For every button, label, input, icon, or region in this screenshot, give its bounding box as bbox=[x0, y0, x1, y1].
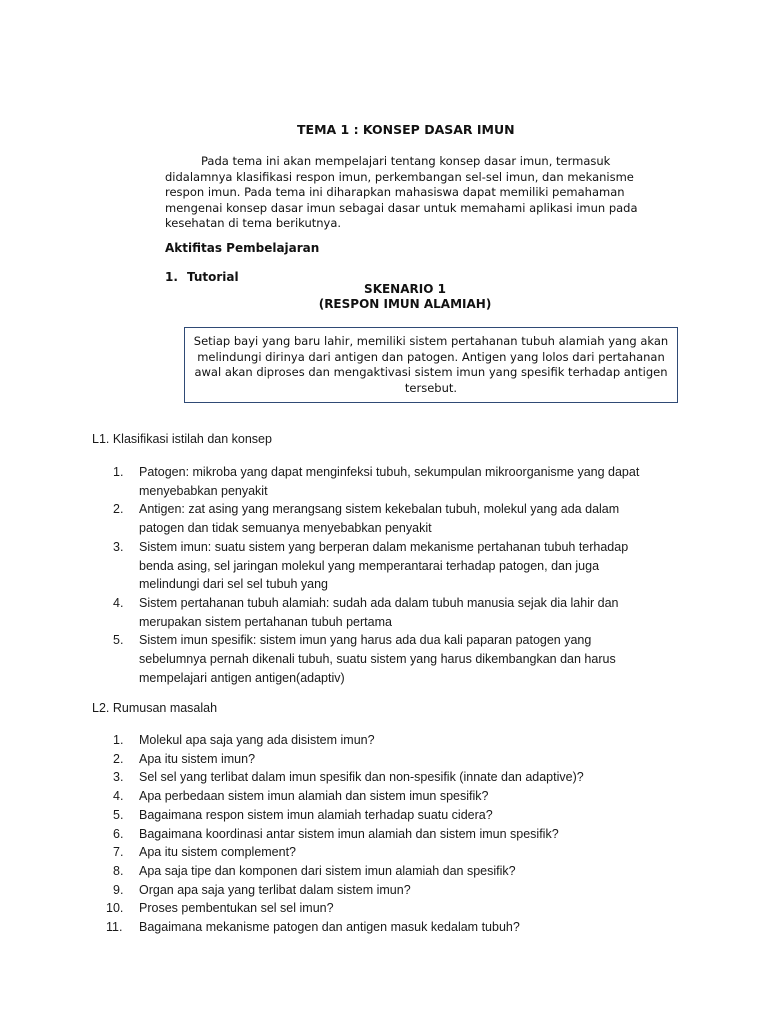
list-item: 4. Apa perbedaan sistem imun alamiah dan sistem imun spesifik? bbox=[113, 789, 489, 804]
list-item: 9. Organ apa saja yang terlibat dalam sistem imun? bbox=[113, 882, 411, 897]
list-item: 1. Patogen: mikroba yang dapat menginfeksi tubuh, sekumpulan mikroorganisme yang dapat menyebabkan penyakit bbox=[113, 465, 640, 498]
theme-intro-paragraph bbox=[165, 154, 643, 232]
intro-line: respon imun. Pada tema ini diharapkan mahasiswa dapat memiliki pemahaman bbox=[165, 185, 625, 200]
list-item: 7. Apa itu sistem complement? bbox=[113, 845, 297, 860]
scenario-subtitle: (RESPON IMUN ALAMIAH) bbox=[318, 297, 492, 311]
list-item: 2. Apa itu sistem imun? bbox=[113, 751, 256, 766]
intro-line: didalamnya klasifikasi respon imun, perkembangan sel-sel imun, dan mekanisme bbox=[165, 169, 634, 184]
theme-title: TEMA 1 : KONSEP DASAR IMUN bbox=[297, 122, 515, 137]
l2-heading: L2. Rumusan masalah bbox=[92, 701, 218, 715]
scenario-box bbox=[184, 327, 678, 403]
l1-list bbox=[92, 463, 672, 687]
activities-heading: Aktifitas Pembelajaran bbox=[165, 241, 320, 255]
list-item: 10. Proses pembentukan sel sel imun? bbox=[106, 901, 334, 916]
list-item: 1. Molekul apa saja yang ada disistem imun? bbox=[113, 733, 375, 747]
list-item: 2. Antigen: zat asing yang merangsang sistem kekebalan tubuh, molekul yang ada dalam patogen dan tidak semuanya menyebabkan penyakit bbox=[113, 502, 620, 536]
list-item: 11. Bagaimana mekanisme patogen dan antigen masuk kedalam tubuh? bbox=[106, 920, 520, 935]
list-item: 8. Apa saja tipe dan komponen dari sistem imun alamiah dan spesifik? bbox=[113, 863, 516, 878]
intro-line: Pada tema ini akan mempelajari tentang konsep dasar imun, termasuk bbox=[201, 154, 611, 168]
l1-heading: L1. Klasifikasi istilah dan konsep bbox=[92, 432, 272, 446]
list-item: 4. Sistem pertahanan tubuh alamiah: sudah ada dalam tubuh manusia sejak dia lahir dan merupakan sistem pertahanan tubuh pertama bbox=[113, 595, 619, 629]
tutorial-heading bbox=[165, 270, 239, 284]
scenario-heading bbox=[315, 282, 495, 312]
list-item: 5. Sistem imun spesifik: sistem imun yang harus ada dua kali paparan patogen yang sebelumnya pernah dikenali tubuh, suatu sistem yang harus dikembangkan dan harus mempelajari antigen antigen(adaptiv) bbox=[113, 633, 616, 685]
list-item: 3. Sistem imun: suatu sistem yang berperan dalam mekanisme pertahanan tubuh terhadap benda asing, sel jaringan molekul yang memperantarai terhadap patogen, dan juga melindungi dari sel sel tubuh yang bbox=[113, 539, 629, 592]
intro-line: kesehatan di tema berikutnya. bbox=[165, 216, 342, 231]
scenario-line: awal akan diproses dan mengaktivasi sistem imun yang spesifik terhadap antigen bbox=[194, 365, 668, 379]
l2-list bbox=[92, 731, 672, 937]
list-item: 5. Bagaimana respon sistem imun alamiah terhadap suatu cidera? bbox=[113, 807, 493, 822]
tutorial-number: 1. bbox=[165, 270, 178, 284]
list-item: 3. Sel sel yang terlibat dalam imun spesifik dan non-spesifik (innate dan adaptive)? bbox=[113, 770, 584, 785]
scenario-line: melindungi dirinya dari antigen dan patogen. Antigen yang lolos dari pertahanan bbox=[197, 349, 665, 364]
intro-line: mengenai konsep dasar imun sebagai dasar untuk memahami aplikasi imun pada bbox=[165, 200, 638, 215]
scenario-line: Setiap bayi yang baru lahir, memiliki sistem pertahanan tubuh alamiah yang akan bbox=[193, 334, 669, 348]
list-item: 6. Bagaimana koordinasi antar sistem imun alamiah dan sistem imun spesifik? bbox=[113, 826, 559, 841]
scenario-title: SKENARIO 1 bbox=[364, 282, 446, 296]
tutorial-label: Tutorial bbox=[187, 270, 239, 284]
scenario-line: tersebut. bbox=[404, 380, 458, 395]
